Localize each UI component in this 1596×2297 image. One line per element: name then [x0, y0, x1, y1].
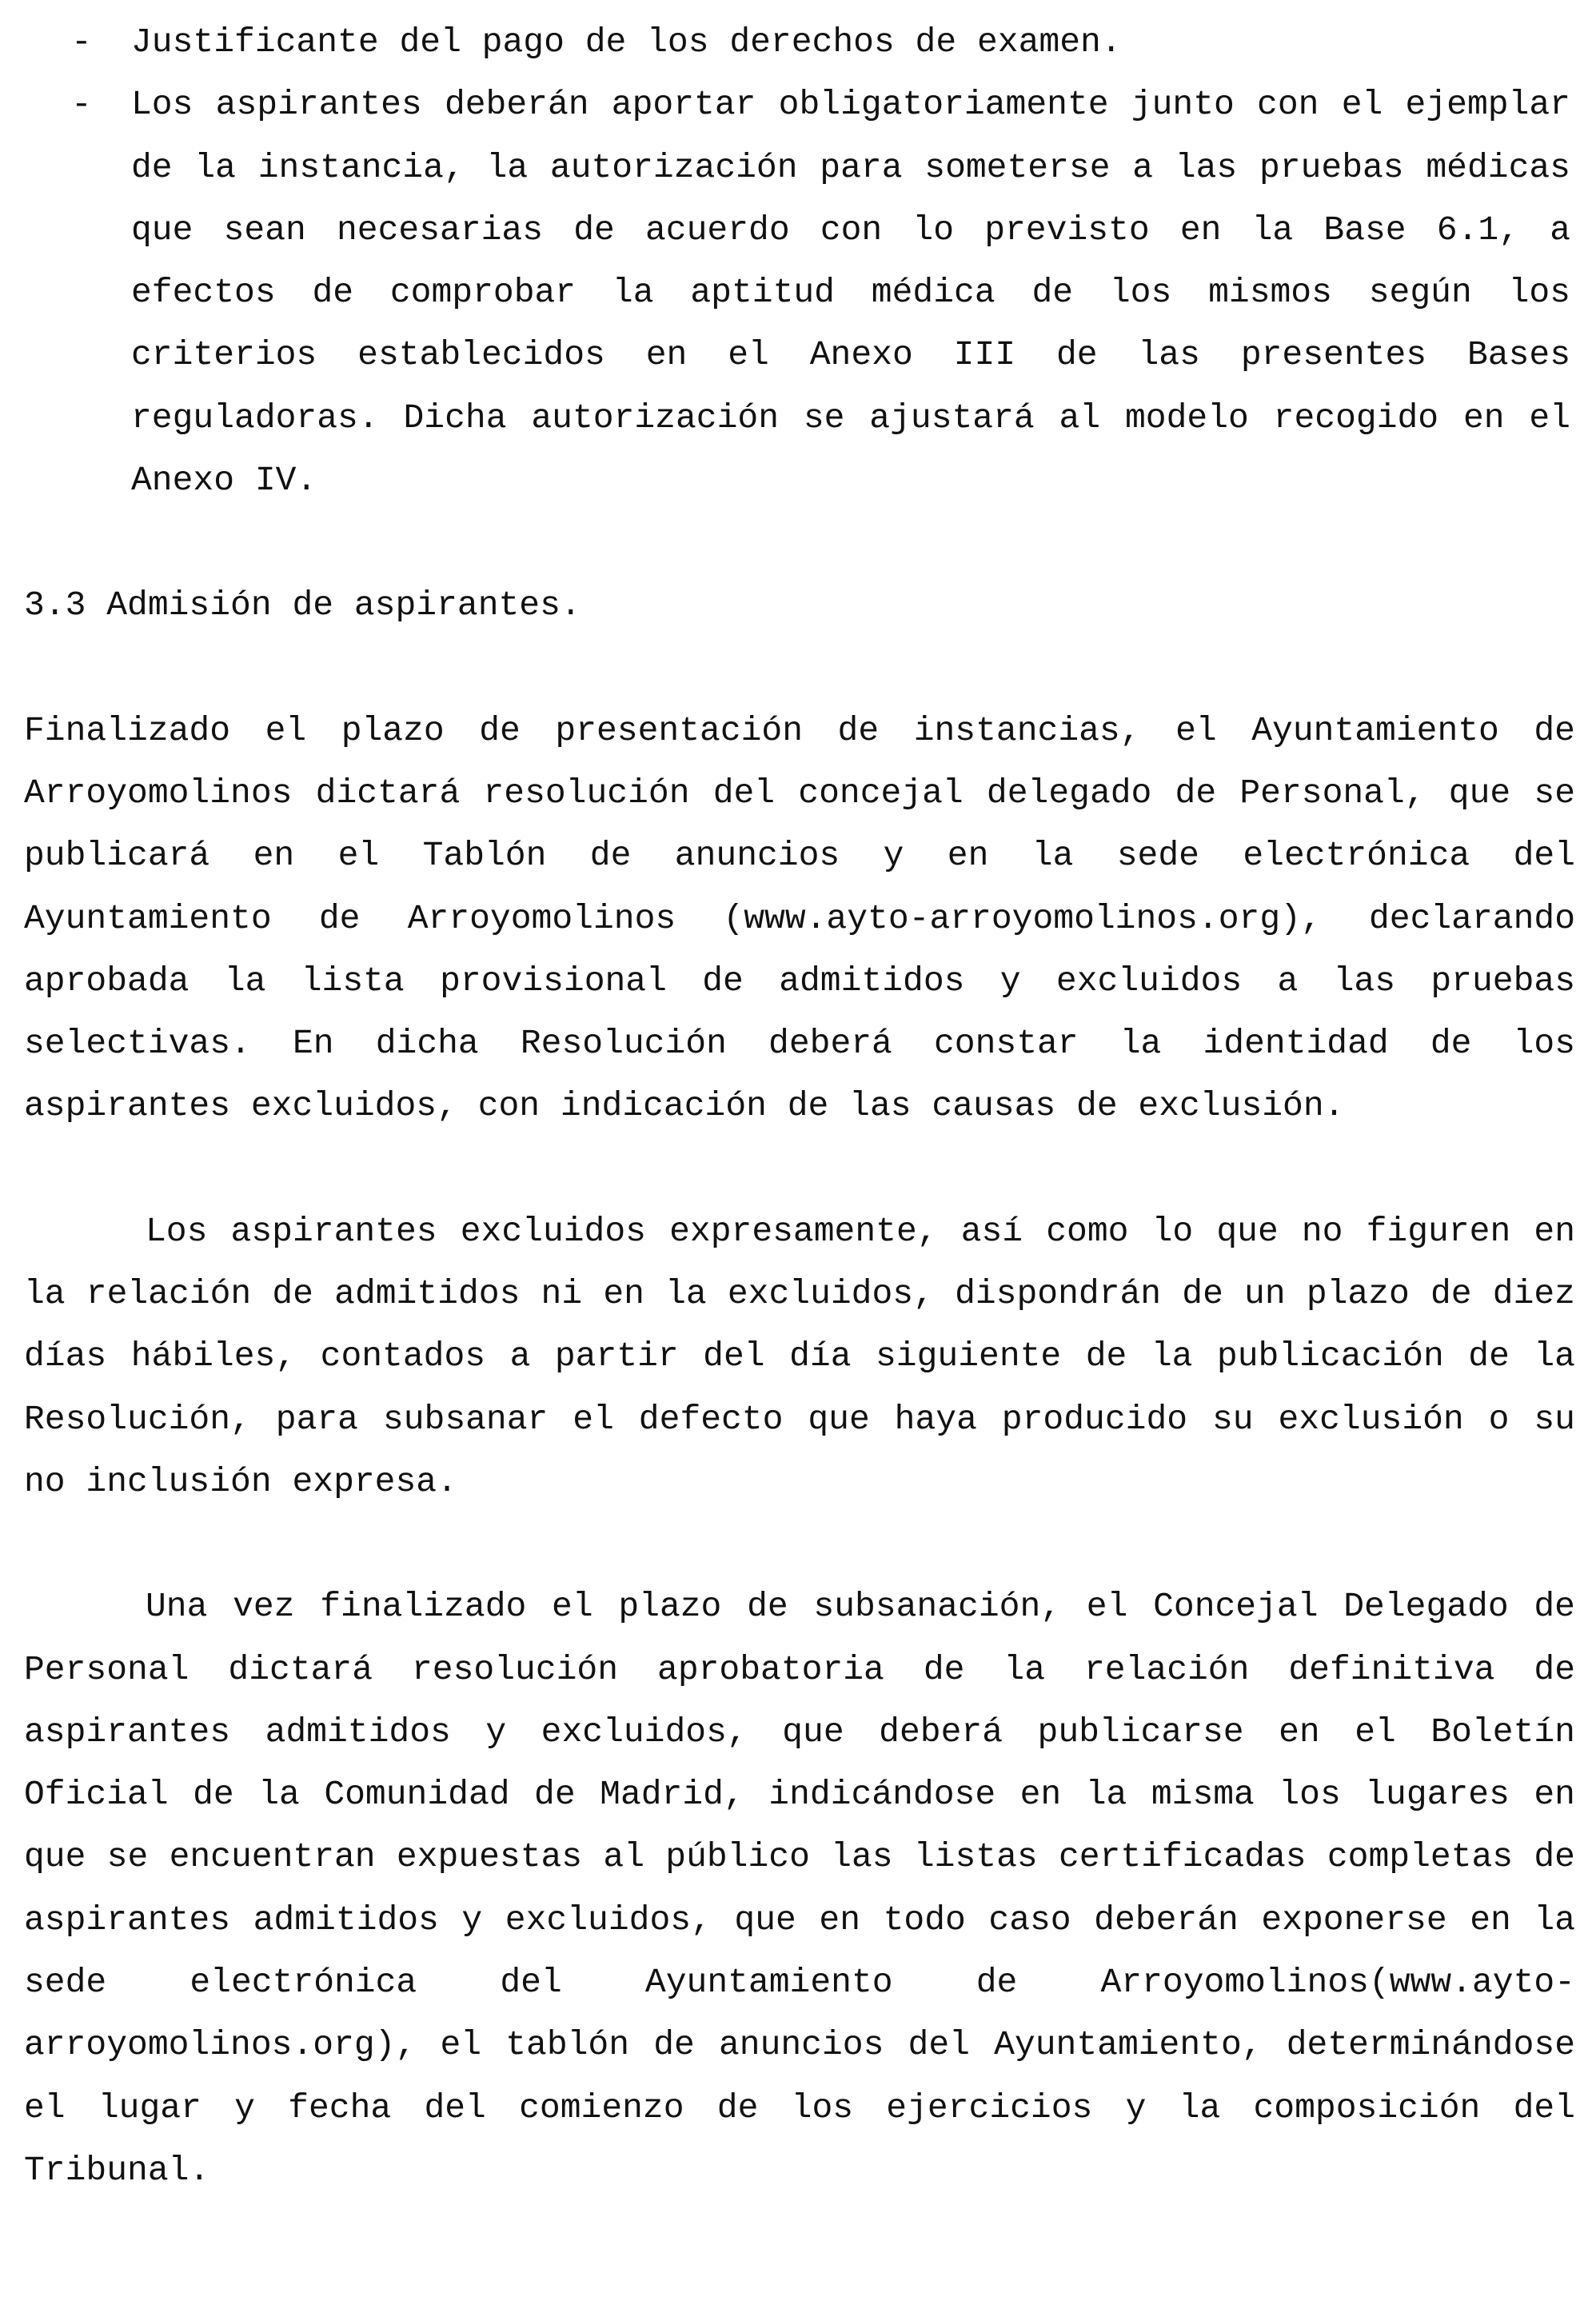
bullet-dash: -: [71, 85, 92, 125]
requirements-list: [24, 11, 1575, 512]
document-page: [24, 0, 1575, 2202]
section-heading: 3.3 Admisión de aspirantes.: [24, 585, 581, 625]
bullet-dash: -: [71, 22, 92, 62]
list-item: [24, 74, 1575, 512]
list-item: [24, 11, 1575, 74]
paragraph-subsanacion: Una vez finalizado el plazo de subsanación, el Concejal Delegado de Personal dictará resolución aprobatoria de la relación definitiva de aspirantes admitidos y excluidos, que deberá publicarse en el Boletín Oficial de la Comunidad de Madrid, indicándose en la misma los lugares en que se encuentran expuestas al público las listas certificadas completas de aspirantes admitidos y excluidos, que en todo caso deberán exponerse en la sede electrónica del Ayuntamiento de Arroyomolinos(www.ayto-arroyomolinos.org), el tablón de anuncios del Ayuntamiento, determinándose el lugar y fecha del comienzo de los ejercicios y la composición del Tribunal.: [24, 1587, 1575, 2190]
list-item-text: Los aspirantes deberán aportar obligatoriamente junto con el ejemplar de la instancia, la autorización para someterse a las pruebas médicas que sean necesarias de acuerdo con lo previsto en la Base 6.1, a efectos de comprobar la aptitud médica de los mismos según los criterios establecidos en el Anexo III de las presentes Bases reguladoras. Dicha autorización se ajustará al modelo recogido en el Anexo IV.: [131, 85, 1570, 501]
paragraph-finalizado: Finalizado el plazo de presentación de instancias, el Ayuntamiento de Arroyomolinos dictará resolución del concejal delegado de Personal, que se publicará en el Tablón de anuncios y en la sede electrónica del Ayuntamiento de Arroyomolinos (www.ayto-arroyomolinos.org), declarando aprobada la lista provisional de admitidos y excluidos a las pruebas selectivas. En dicha Resolución deberá constar la identidad de los aspirantes excluidos, con indicación de las causas de exclusión.: [24, 710, 1575, 1126]
paragraph-excluidos: Los aspirantes excluidos expresamente, así como lo que no figuren en la relación de admitidos ni en la excluidos, dispondrán de un plazo de diez días hábiles, contados a partir del día siguiente de la publicación de la Resolución, para subsanar el defecto que haya producido su exclusión o su no inclusión expresa.: [24, 1211, 1575, 1501]
list-item-text: Justificante del pago de los derechos de examen.: [131, 22, 1122, 62]
